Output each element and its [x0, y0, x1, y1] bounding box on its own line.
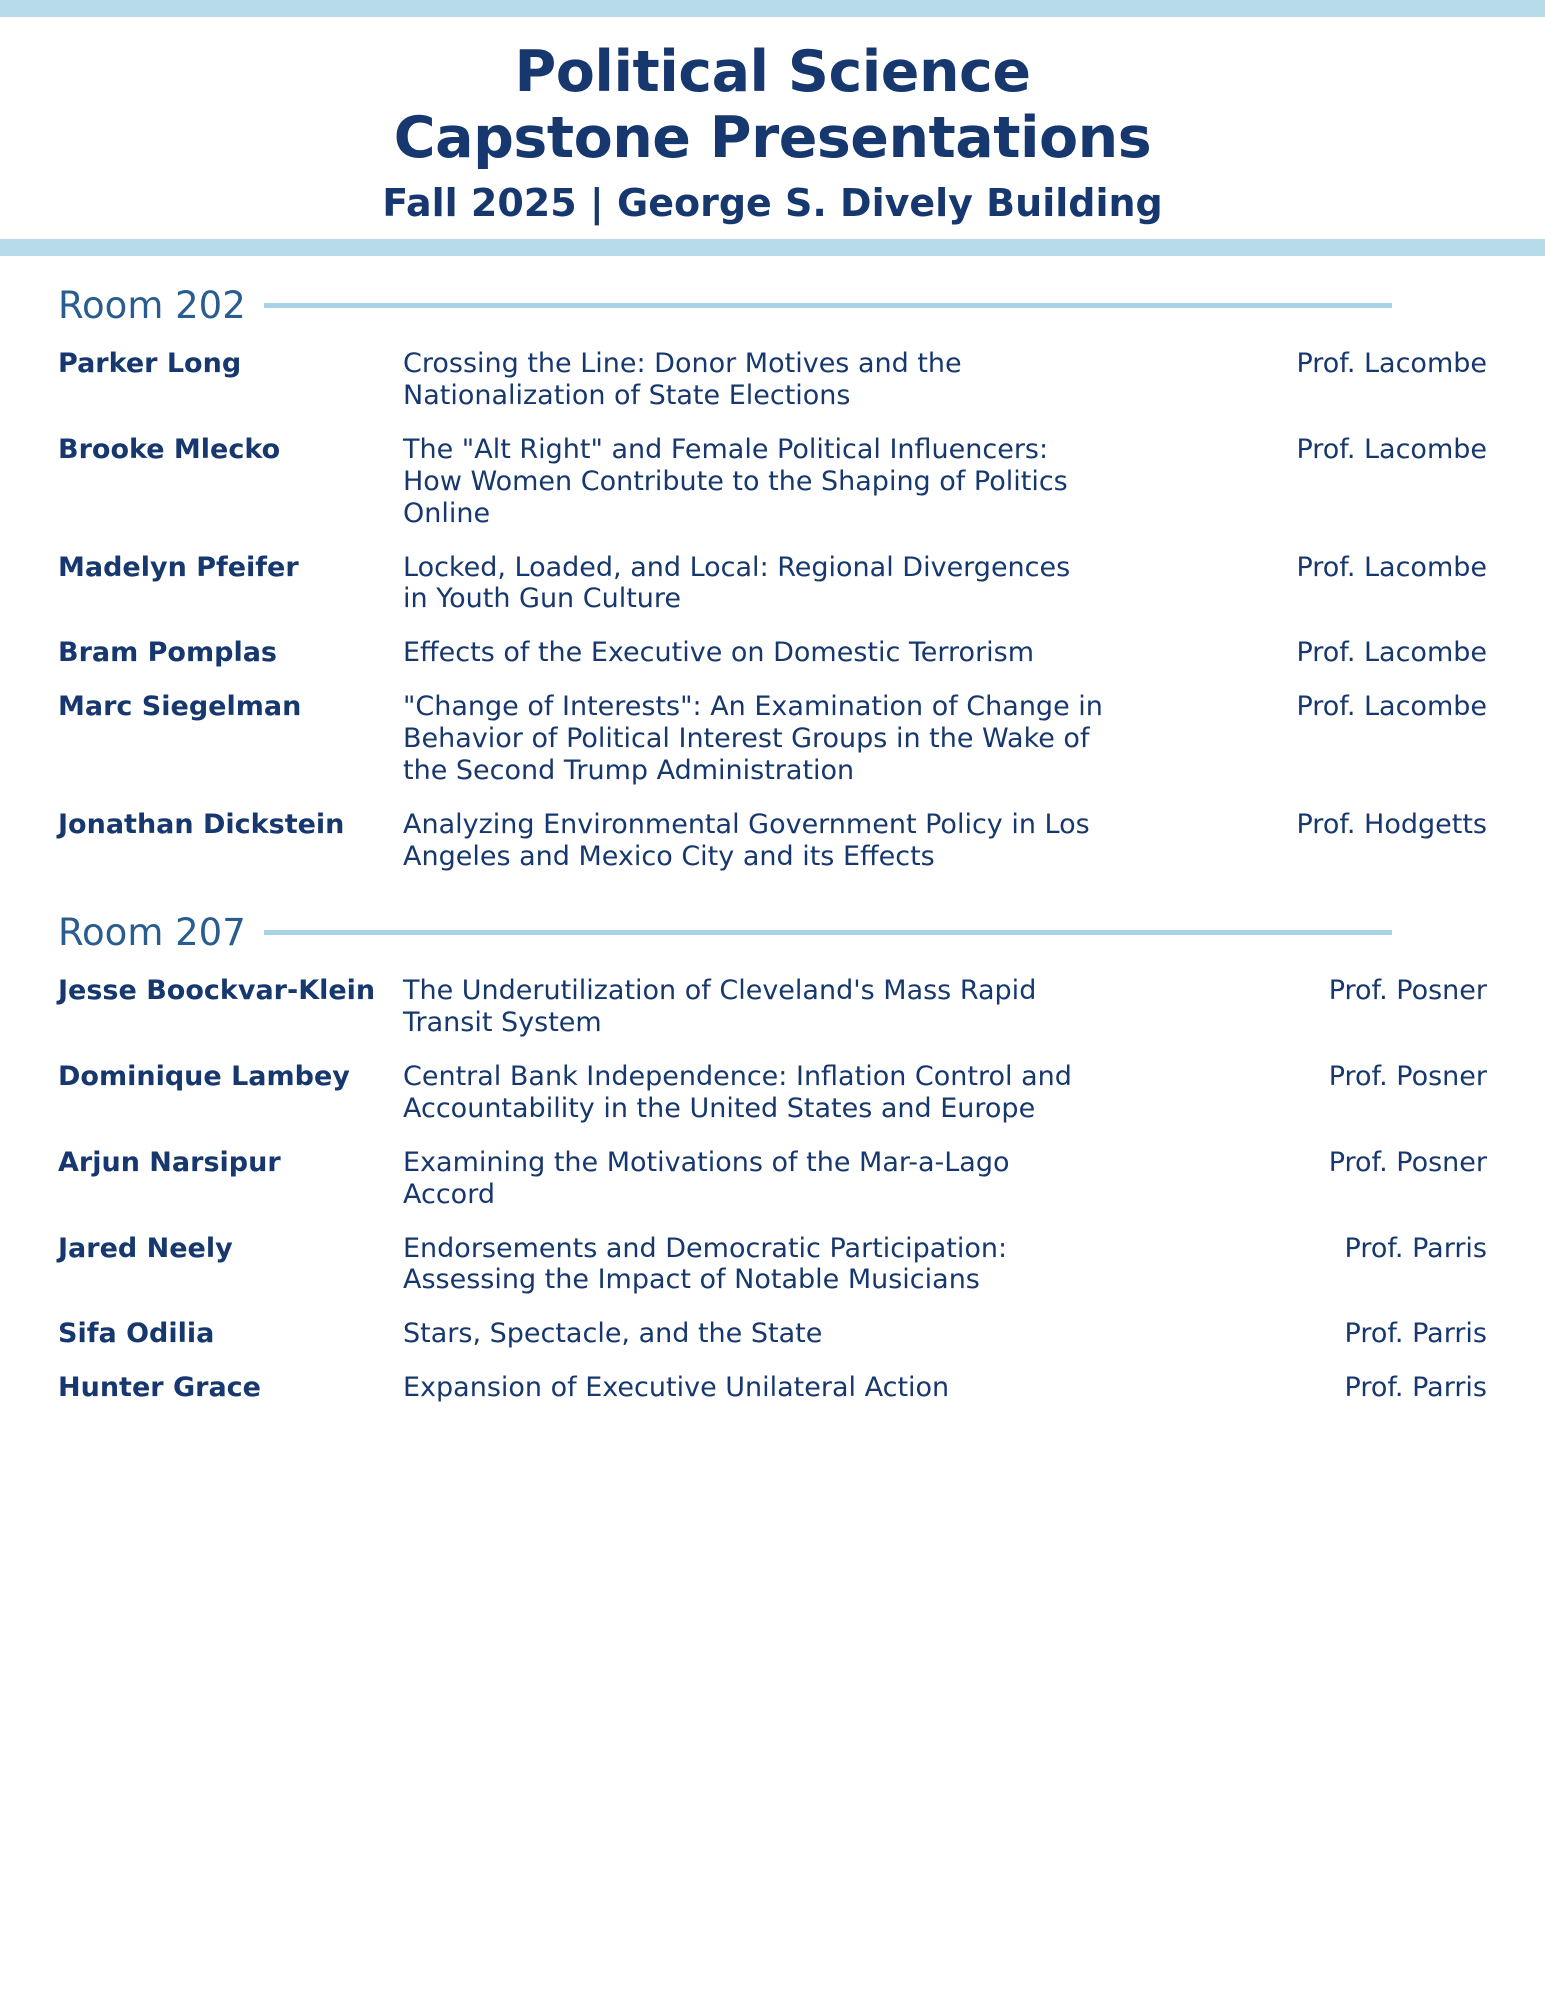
table-row — [58, 626, 1487, 680]
page-subtitle: Fall 2025 | George S. Dively Building — [382, 181, 1163, 226]
presentation-title: Stars, Spectacle, and the State — [403, 1318, 823, 1350]
student-name: Bram Pomplas — [58, 637, 277, 669]
advisor-name: Prof. Lacombe — [1296, 691, 1487, 723]
table-row — [58, 798, 1487, 884]
page-title-line-2: Capstone Presentations — [393, 105, 1152, 172]
room-header-202 — [58, 284, 1487, 327]
table-row — [58, 680, 1487, 798]
table-row — [58, 964, 1487, 1050]
room-block-202 — [58, 284, 1487, 883]
presentation-title: Examining the Motivations of the Mar-a-Lago Accord — [403, 1146, 1010, 1210]
student-name: Jonathan Dickstein — [58, 808, 345, 840]
advisor-name: Prof. Lacombe — [1296, 637, 1487, 669]
advisor-name: Prof. Hodgetts — [1296, 808, 1487, 840]
schedule-table-202 — [58, 337, 1487, 883]
student-name: Sifa Odilia — [58, 1318, 215, 1350]
presentation-title: Locked, Loaded, and Local: Regional Divergences in Youth Gun Culture — [403, 551, 1071, 615]
student-name: Parker Long — [58, 348, 242, 380]
room-header-207 — [58, 911, 1487, 954]
table-row — [58, 337, 1487, 423]
header-accent-rule — [0, 239, 1545, 256]
room-label: Room 207 — [58, 911, 246, 955]
schedule-table-207 — [58, 964, 1487, 1415]
presentation-title: The "Alt Right" and Female Political Influencers: How Women Contribute to the Shaping of Politics Online — [403, 433, 1068, 529]
student-name: Madelyn Pfeifer — [58, 551, 299, 583]
student-name: Dominique Lambey — [58, 1061, 350, 1093]
presentation-title: The Underutilization of Cleveland's Mass Rapid Transit System — [403, 975, 1037, 1039]
advisor-name: Prof. Lacombe — [1296, 433, 1487, 465]
advisor-name: Prof. Posner — [1328, 1061, 1487, 1093]
presentation-title: Analyzing Environmental Government Policy in Los Angeles and Mexico City and its Effects — [403, 808, 1090, 872]
presentation-title: Central Bank Independence: Inflation Control and Accountability in the United States and Europe — [403, 1061, 1072, 1124]
room-label: Room 202 — [58, 284, 246, 328]
student-name: Brooke Mlecko — [58, 433, 281, 465]
student-name: Hunter Grace — [58, 1372, 261, 1404]
table-row — [58, 1307, 1487, 1361]
advisor-name: Prof. Lacombe — [1296, 551, 1487, 583]
advisor-name: Prof. Parris — [1344, 1232, 1487, 1264]
table-row — [58, 423, 1487, 541]
table-row — [58, 1222, 1487, 1308]
student-name: Arjun Narsipur — [58, 1146, 281, 1178]
page-title-line-1: Political Science — [514, 39, 1031, 105]
presentation-title: "Change of Interests": An Examination of Change in Behavior of Political Interest Groups in the Wake of the Second Trump Administration — [403, 691, 1103, 786]
page-title — [0, 39, 1545, 171]
flyer-header — [0, 17, 1545, 239]
advisor-name: Prof. Posner — [1328, 975, 1487, 1007]
presentation-title: Effects of the Executive on Domestic Terrorism — [403, 637, 1035, 669]
top-accent-rule — [0, 0, 1545, 17]
student-name: Jesse Boockvar-Klein — [58, 975, 376, 1007]
presentation-title: Crossing the Line: Donor Motives and the Nationalization of State Elections — [403, 348, 962, 412]
table-row — [58, 1136, 1487, 1222]
advisor-name: Prof. Parris — [1344, 1372, 1487, 1404]
schedule-content — [0, 284, 1545, 1415]
advisor-name: Prof. Parris — [1344, 1318, 1487, 1350]
table-row — [58, 1050, 1487, 1136]
advisor-name: Prof. Lacombe — [1296, 348, 1487, 380]
advisor-name: Prof. Posner — [1328, 1146, 1487, 1178]
student-name: Jared Neely — [58, 1232, 233, 1264]
table-row — [58, 541, 1487, 627]
table-row — [58, 1361, 1487, 1415]
student-name: Marc Siegelman — [58, 691, 302, 723]
presentation-title: Expansion of Executive Unilateral Action — [403, 1372, 950, 1404]
room-divider-line — [264, 303, 1392, 308]
room-block-207 — [58, 911, 1487, 1415]
room-divider-line — [264, 930, 1392, 935]
presentation-title: Endorsements and Democratic Participation: Assessing the Impact of Notable Musicians — [403, 1232, 1008, 1296]
